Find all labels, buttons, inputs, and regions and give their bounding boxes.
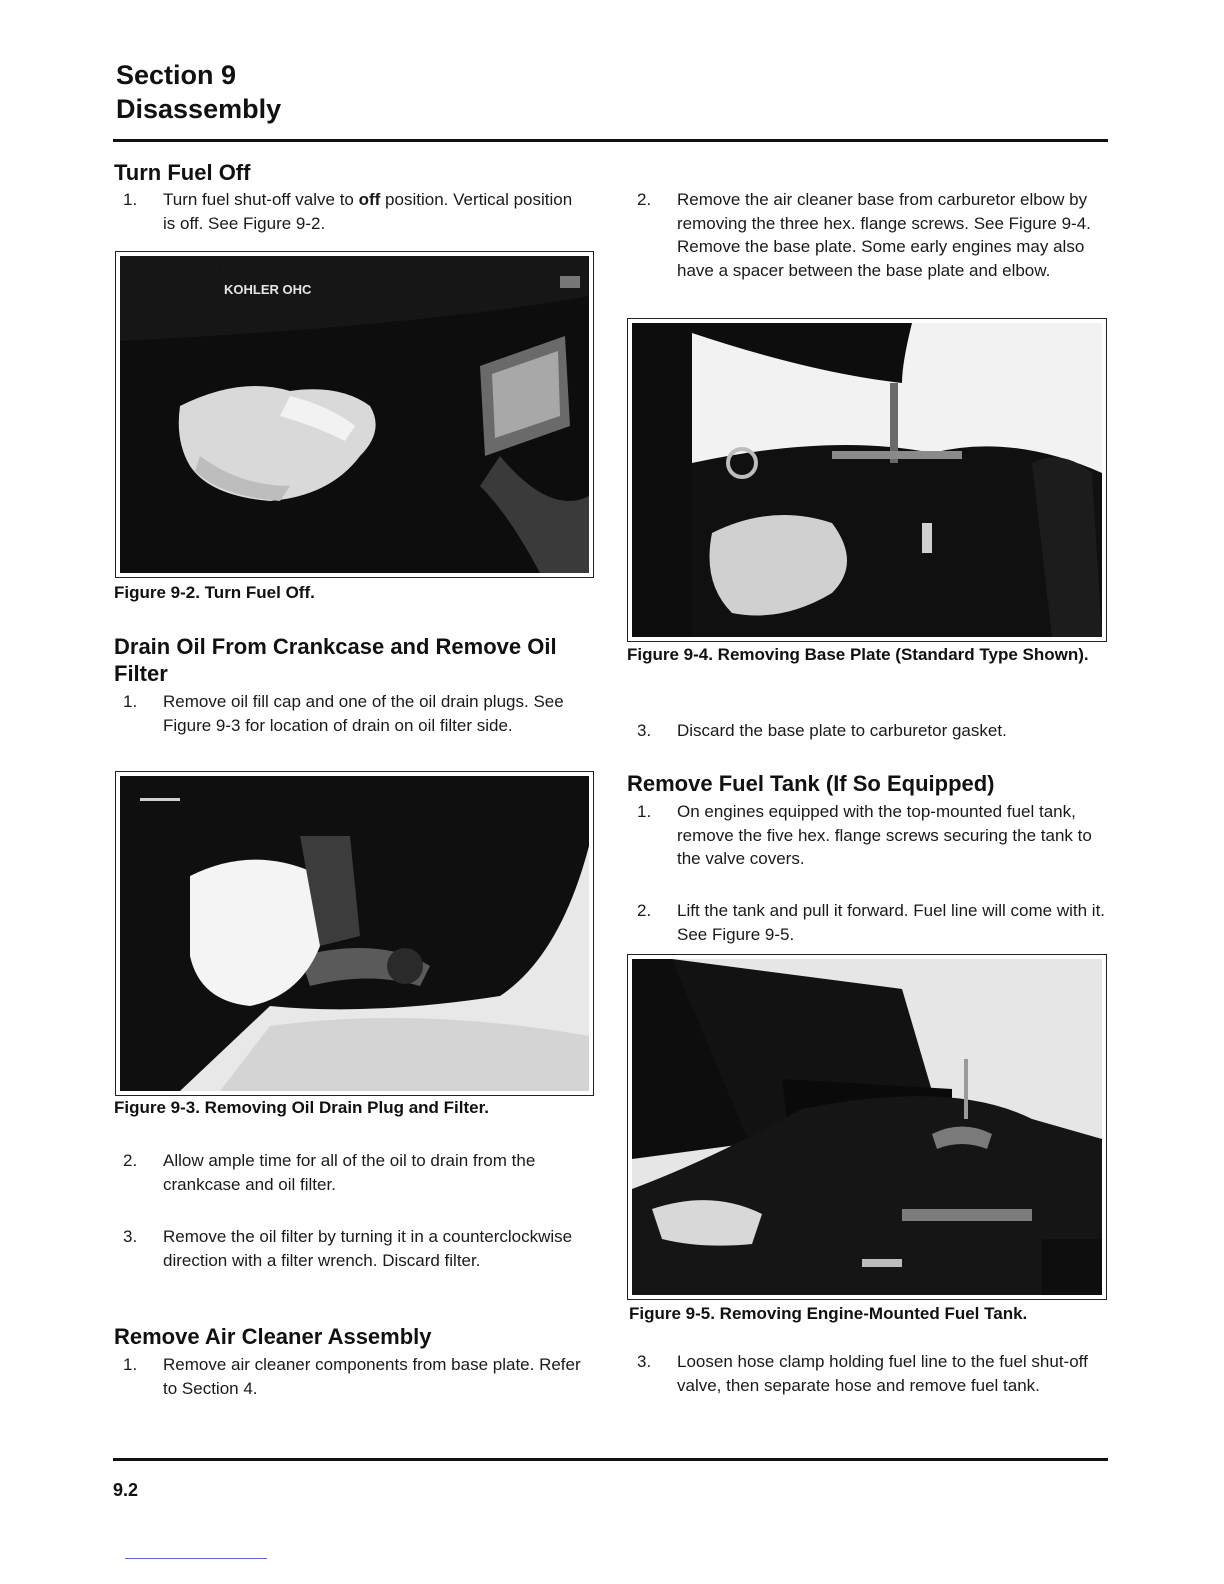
step-text: Remove oil fill cap and one of the oil drain plugs. See Figure 9-3 for location of drain on oil filter side. <box>163 692 564 735</box>
step-number: 2. <box>637 190 652 209</box>
step-number: 1. <box>123 190 138 209</box>
caption-figure-9-4: Figure 9-4. Removing Base Plate (Standard Type Shown). <box>627 645 1089 664</box>
footer-link-underline[interactable] <box>125 1558 267 1559</box>
step-turn-fuel-1 <box>123 188 573 235</box>
step-air-cleaner-2 <box>637 188 1102 282</box>
footer-rule <box>113 1458 1108 1461</box>
page-number: 9.2 <box>113 1480 139 1500</box>
step-air-cleaner-1 <box>123 1353 593 1400</box>
step-text-bold: off <box>358 190 381 209</box>
step-text: Lift the tank and pull it forward. Fuel line will come with it. See Figure 9-5. <box>677 901 1106 944</box>
figure-9-2-photo <box>115 251 594 578</box>
heading-remove-air-cleaner: Remove Air Cleaner Assembly <box>114 1324 432 1349</box>
step-drain-oil-1 <box>123 690 583 737</box>
figure-label-kohler: KOHLER OHC <box>224 282 312 297</box>
step-text: Discard the base plate to carburetor gasket. <box>677 721 1007 740</box>
step-number: 3. <box>637 1352 652 1371</box>
heading-turn-fuel-off: Turn Fuel Off <box>114 160 251 185</box>
photo-fuel-tank <box>632 959 1102 1295</box>
step-number: 3. <box>637 721 652 740</box>
figure-9-5-photo <box>627 954 1107 1300</box>
photo-base-plate <box>632 323 1102 637</box>
step-number: 1. <box>123 692 138 711</box>
caption-figure-9-2: Figure 9-2. Turn Fuel Off. <box>114 583 315 602</box>
figure-9-3-photo <box>115 771 594 1096</box>
step-text: Loosen hose clamp holding fuel line to the fuel shut-off valve, then separate hose and remove fuel tank. <box>677 1352 1088 1395</box>
photo-oil-drain <box>120 776 589 1091</box>
section-number: Section 9 <box>116 60 237 90</box>
step-number: 2. <box>637 901 652 920</box>
step-number: 1. <box>123 1355 138 1374</box>
step-text <box>163 188 573 235</box>
figure-9-4-photo <box>627 318 1107 642</box>
heading-drain-oil: Drain Oil From Crankcase and Remove Oil Filter <box>114 634 557 686</box>
step-drain-oil-2 <box>123 1149 593 1196</box>
step-text: Remove the air cleaner base from carburetor elbow by removing the three hex. flange screws. See Figure 9-4. Remove the base plate. Some early engines may also have a spacer between the base plate and elbow. <box>677 190 1091 280</box>
caption-figure-9-3: Figure 9-3. Removing Oil Drain Plug and Filter. <box>114 1098 490 1117</box>
step-text: Remove air cleaner components from base plate. Refer to Section 4. <box>163 1355 581 1398</box>
step-number: 2. <box>123 1151 138 1170</box>
step-text-part: position. Vertical position is off. See Figure 9-2. <box>163 190 573 233</box>
step-text-part: Turn fuel shut-off valve to <box>163 190 359 209</box>
step-drain-oil-3 <box>123 1225 583 1272</box>
step-text: Allow ample time for all of the oil to drain from the crankcase and oil filter. <box>163 1151 536 1194</box>
step-fuel-tank-3 <box>637 1350 1102 1397</box>
step-number: 3. <box>123 1227 138 1246</box>
step-fuel-tank-2 <box>637 899 1107 946</box>
step-text: Remove the oil filter by turning it in a counterclockwise direction with a filter wrench. Discard filter. <box>163 1227 573 1270</box>
step-number: 1. <box>637 802 652 821</box>
step-text: On engines equipped with the top-mounted fuel tank, remove the five hex. flange screws securing the tank to the valve covers. <box>677 802 1092 868</box>
step-fuel-tank-1 <box>637 800 1107 871</box>
step-air-cleaner-3 <box>637 719 1102 743</box>
photo-turn-fuel-off <box>120 256 589 573</box>
caption-figure-9-5: Figure 9-5. Removing Engine-Mounted Fuel Tank. <box>629 1304 1028 1323</box>
heading-remove-fuel-tank: Remove Fuel Tank (If So Equipped) <box>627 771 995 796</box>
page-title: Disassembly <box>116 94 282 124</box>
header-rule <box>113 139 1108 142</box>
